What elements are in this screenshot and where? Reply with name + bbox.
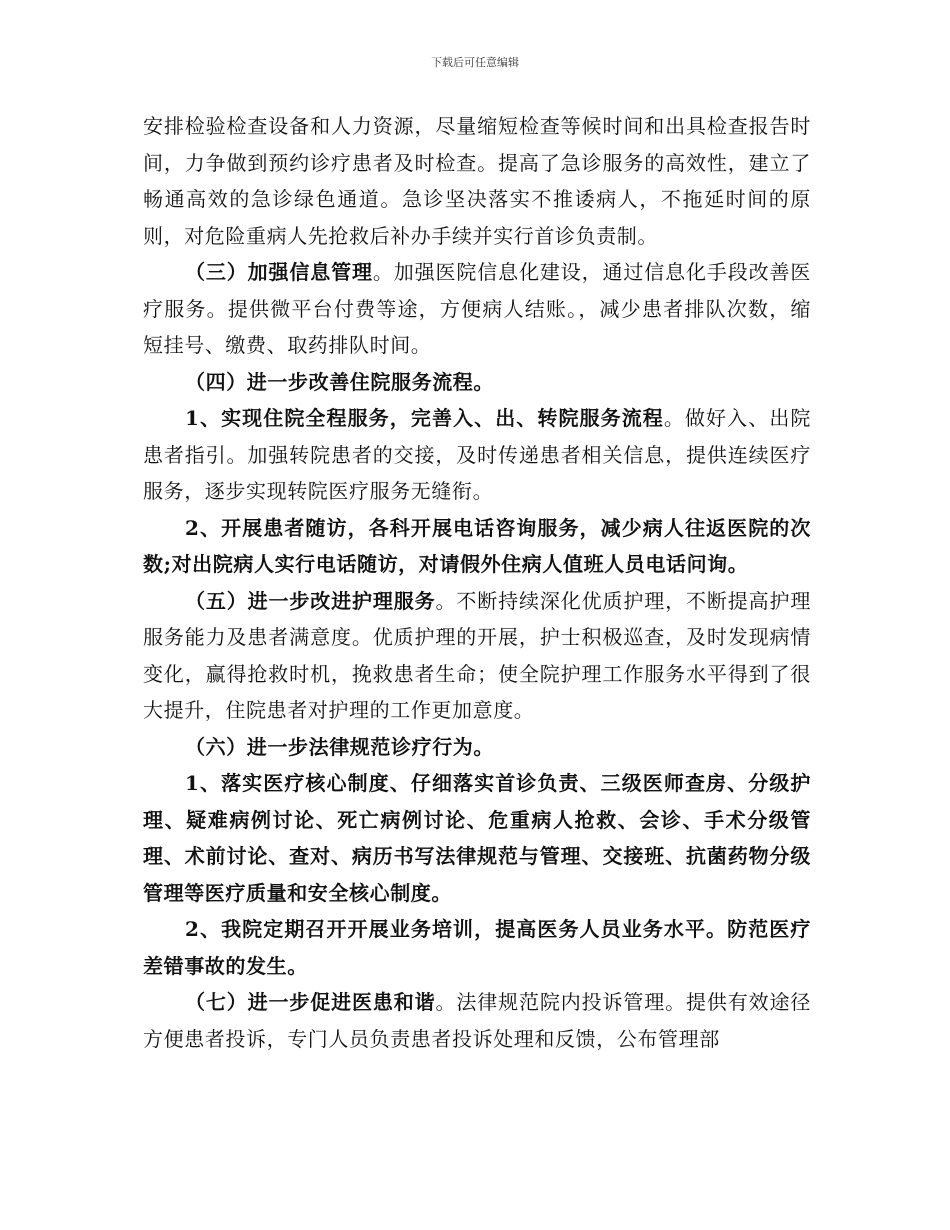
paragraph-followup: 2、开展患者随访，各科开展电话咨询服务，减少病人往返医院的次数;对出院病人实行电话随访，对请假外住病人值班人员电话问询。 (143, 515, 811, 576)
subheading-full-service: 1、实现住院全程服务，完善入、出、转院服务流程 (185, 406, 664, 430)
heading-regulate-diagnosis: （六）进一步法律规范诊疗行为。 (185, 734, 494, 759)
paragraph-10 (143, 984, 811, 1057)
heading-nursing-service: （五）进一步改进护理服务 (185, 588, 436, 613)
paragraph-2 (143, 254, 811, 364)
paragraph-training: 2、我院定期召开开展业务培训，提高医务人员业务水平。防范医疗差错事故的发生。 (143, 917, 811, 978)
paragraph-6 (143, 583, 811, 729)
paragraph-6-text: 。不断持续深化优质护理，不断提高护理服务能力及患者满意度。优质护理的开展，护士积极巡查，及时发现病情变化，赢得抢救时机，挽救患者生命；使全院护理工作服务水平得到了很大提升，住院患者对护理的工作更加意度。 (143, 588, 811, 722)
heading-information-management: （三）加强信息管理 (185, 260, 373, 284)
paragraph-4-text: 。做好入、出院患者指引。加强转院患者的交接，及时传递患者相关信息，提供连续医疗服务，逐步实现转院医疗服务无缝衔。 (143, 406, 812, 503)
heading-inpatient-service: （四）进一步改善住院服务流程。 (185, 369, 494, 394)
document-body (143, 108, 811, 1057)
paragraph-2-text: 。加强医院信息化建设，通过信息化手段改善医疗服务。提供微平台付费等途，方便病人结账。，减少患者排队次数，缩短挂号、缴费、取药排队时间。 (143, 260, 811, 357)
paragraph-core-systems: 1、落实医疗核心制度、仔细落实首诊负责、三级医师查房、分级护理、疑难病例讨论、死亡病例讨论、危重病人抢救、会诊、手术分级管理、术前讨论、查对、病历书写法律规范与管理、交接班、抗菌药物分级管理等医疗质量和安全核心制度。 (143, 771, 811, 905)
paragraph-1: 安排检验检查设备和人力资源，尽量缩短检查等候时间和出具检查报告时间，力争做到预约诊疗患者及时检查。提高了急诊服务的高效性，建立了畅通高效的急诊绿色通道。急诊坚决落实不推诿病人，不拖延时间的原则，对危险重病人先抢救后补办手续并实行首诊负责制。 (143, 114, 811, 248)
paragraph-10-text: 。法律规范院内投诉管理。提供有效途径方便患者投诉，专门人员负责患者投诉处理和反馈，公布管理部 (143, 990, 811, 1051)
page-header: 下载后可任意编辑 (431, 56, 519, 69)
paragraph-4 (143, 400, 811, 510)
heading-doctor-patient-harmony: （七）进一步促进医患和谐 (185, 990, 436, 1014)
